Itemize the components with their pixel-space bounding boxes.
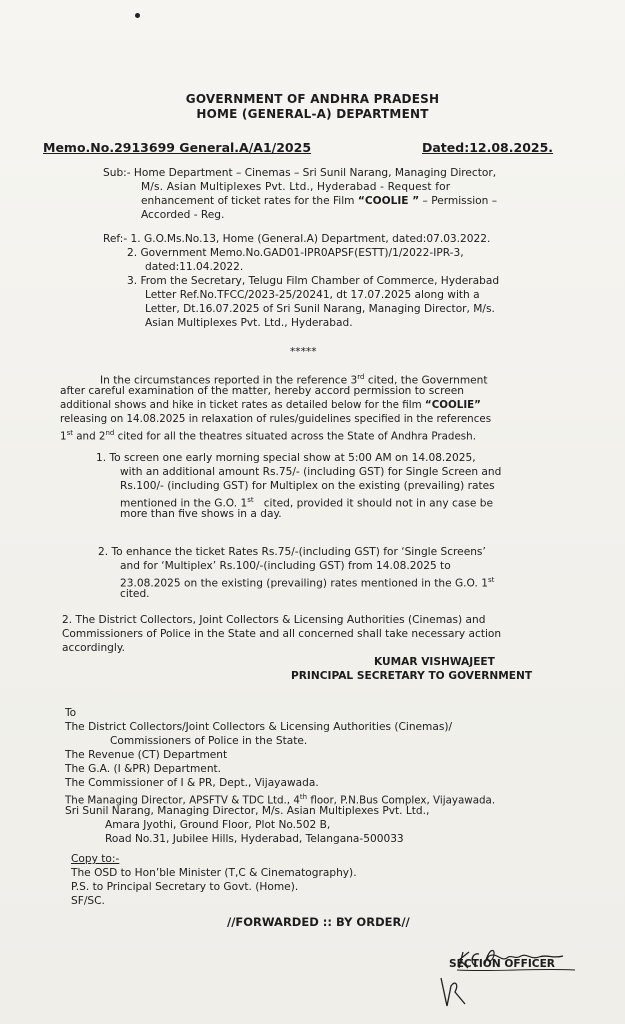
point-one-line: with an additional amount Rs.75/- (including GST) for Single Screen and xyxy=(120,466,502,478)
to-line: Sri Sunil Narang, Managing Director, M/s. Asian Multiplexes Pvt. Ltd., xyxy=(65,805,430,817)
point-one-line: more than five shows in a day. xyxy=(120,508,282,520)
to-line: The Managing Director, APSFTV & TDC Ltd., 4th floor, P.N.Bus Complex, Vijayawada. xyxy=(65,793,496,807)
header-government: GOVERNMENT OF ANDHRA PRADESH xyxy=(185,92,440,106)
subject-line: Accorded - Reg. xyxy=(141,209,225,221)
separator-stars: ***** xyxy=(290,346,317,358)
reference-line: dated:11.04.2022. xyxy=(145,261,244,273)
handwritten-signature xyxy=(435,934,585,1014)
section-officer-title: SECTION OFFICER xyxy=(449,958,555,970)
copy-to-line: The OSD to Hon’ble Minister (T,C & Cinematography). xyxy=(71,867,357,879)
memo-date: Dated:12.08.2025. xyxy=(422,140,554,155)
copy-to-heading: Copy to:- xyxy=(71,853,120,865)
point-two-line: 23.08.2025 on the existing (prevailing) rates mentioned in the G.O. 1st xyxy=(120,576,495,590)
to-line: To xyxy=(65,707,77,719)
paragraph-two-line: Commissioners of Police in the State and all concerned shall take necessary action xyxy=(62,628,502,640)
point-two-line: cited. xyxy=(120,588,150,600)
copy-to-line: P.S. to Principal Secretary to Govt. (Home). xyxy=(71,881,299,893)
to-line: Amara Jyothi, Ground Floor, Plot No.502 B, xyxy=(105,819,331,831)
header-department: HOME (GENERAL-A) DEPARTMENT xyxy=(196,107,429,121)
to-line: The District Collectors/Joint Collectors & Licensing Authorities (Cinemas)/ xyxy=(65,721,453,733)
memo-number: Memo.No.2913699 General.A/A1/2025 xyxy=(43,140,312,155)
to-line: The Commissioner of I & PR, Dept., Vijayawada. xyxy=(65,777,319,789)
point-one-line: mentioned in the G.O. 1st cited, provided it should not in any case be xyxy=(120,496,493,510)
to-line: Road No.31, Jubilee Hills, Hyderabad, Telangana-500033 xyxy=(105,833,404,845)
paragraph-line: additional shows and hike in ticket rates as detailed below for the film “COOLIE” xyxy=(60,399,481,411)
signatory-name: KUMAR VISHWAJEET xyxy=(374,656,495,668)
to-line: Commissioners of Police in the State. xyxy=(110,735,308,747)
forwarded-line: //FORWARDED :: BY ORDER// xyxy=(227,915,410,929)
reference-line: Letter Ref.No.TFCC/2023-25/20241, dt 17.07.2025 along with a xyxy=(145,289,480,301)
point-one-line: Rs.100/- (including GST) for Multiplex on the existing (prevailing) rates xyxy=(120,480,495,492)
to-line: The G.A. (I &PR) Department. xyxy=(65,763,222,775)
paragraph-line: releasing on 14.08.2025 in relaxation of rules/guidelines specified in the references xyxy=(60,413,492,425)
paragraph-two-line: 2. The District Collectors, Joint Collectors & Licensing Authorities (Cinemas) and xyxy=(62,614,486,626)
paragraph-line: In the circumstances reported in the reference 3rd cited, the Government xyxy=(100,373,488,387)
point-one-line: 1. To screen one early morning special show at 5:00 AM on 14.08.2025, xyxy=(96,452,476,464)
reference-line: Ref:- 1. G.O.Ms.No.13, Home (General.A) Department, dated:07.03.2022. xyxy=(103,233,491,245)
reference-line: Letter, Dt.16.07.2025 of Sri Sunil Narang, Managing Director, M/s. xyxy=(145,303,495,315)
subject-line: Sub:- Home Department – Cinemas – Sri Sunil Narang, Managing Director, xyxy=(103,167,497,179)
paragraph-line: after careful examination of the matter, hereby accord permission to screen xyxy=(60,385,464,397)
point-two-line: and for ‘Multiplex’ Rs.100/-(including GST) from 14.08.2025 to xyxy=(120,560,451,572)
paragraph-two-line: accordingly. xyxy=(62,642,125,654)
reference-line: 3. From the Secretary, Telugu Film Chamber of Commerce, Hyderabad xyxy=(127,275,500,287)
reference-line: 2. Government Memo.No.GAD01-IPR0APSF(ESTT)/1/2022-IPR-3, xyxy=(127,247,464,259)
point-two-line: 2. To enhance the ticket Rates Rs.75/-(including GST) for ‘Single Screens’ xyxy=(98,546,486,558)
paragraph-line: 1st and 2nd cited for all the theatres situated across the State of Andhra Pradesh. xyxy=(60,429,476,443)
subject-line: enhancement of ticket rates for the Film “COOLIE ” – Permission – xyxy=(141,195,498,207)
copy-to-line: SF/SC. xyxy=(71,895,105,907)
to-line: The Revenue (CT) Department xyxy=(65,749,228,761)
reference-line: Asian Multiplexes Pvt. Ltd., Hyderabad. xyxy=(145,317,353,329)
signatory-title: PRINCIPAL SECRETARY TO GOVERNMENT xyxy=(291,670,533,682)
speck-mark xyxy=(135,13,140,18)
subject-line: M/s. Asian Multiplexes Pvt. Ltd., Hyderabad - Request for xyxy=(141,181,451,193)
